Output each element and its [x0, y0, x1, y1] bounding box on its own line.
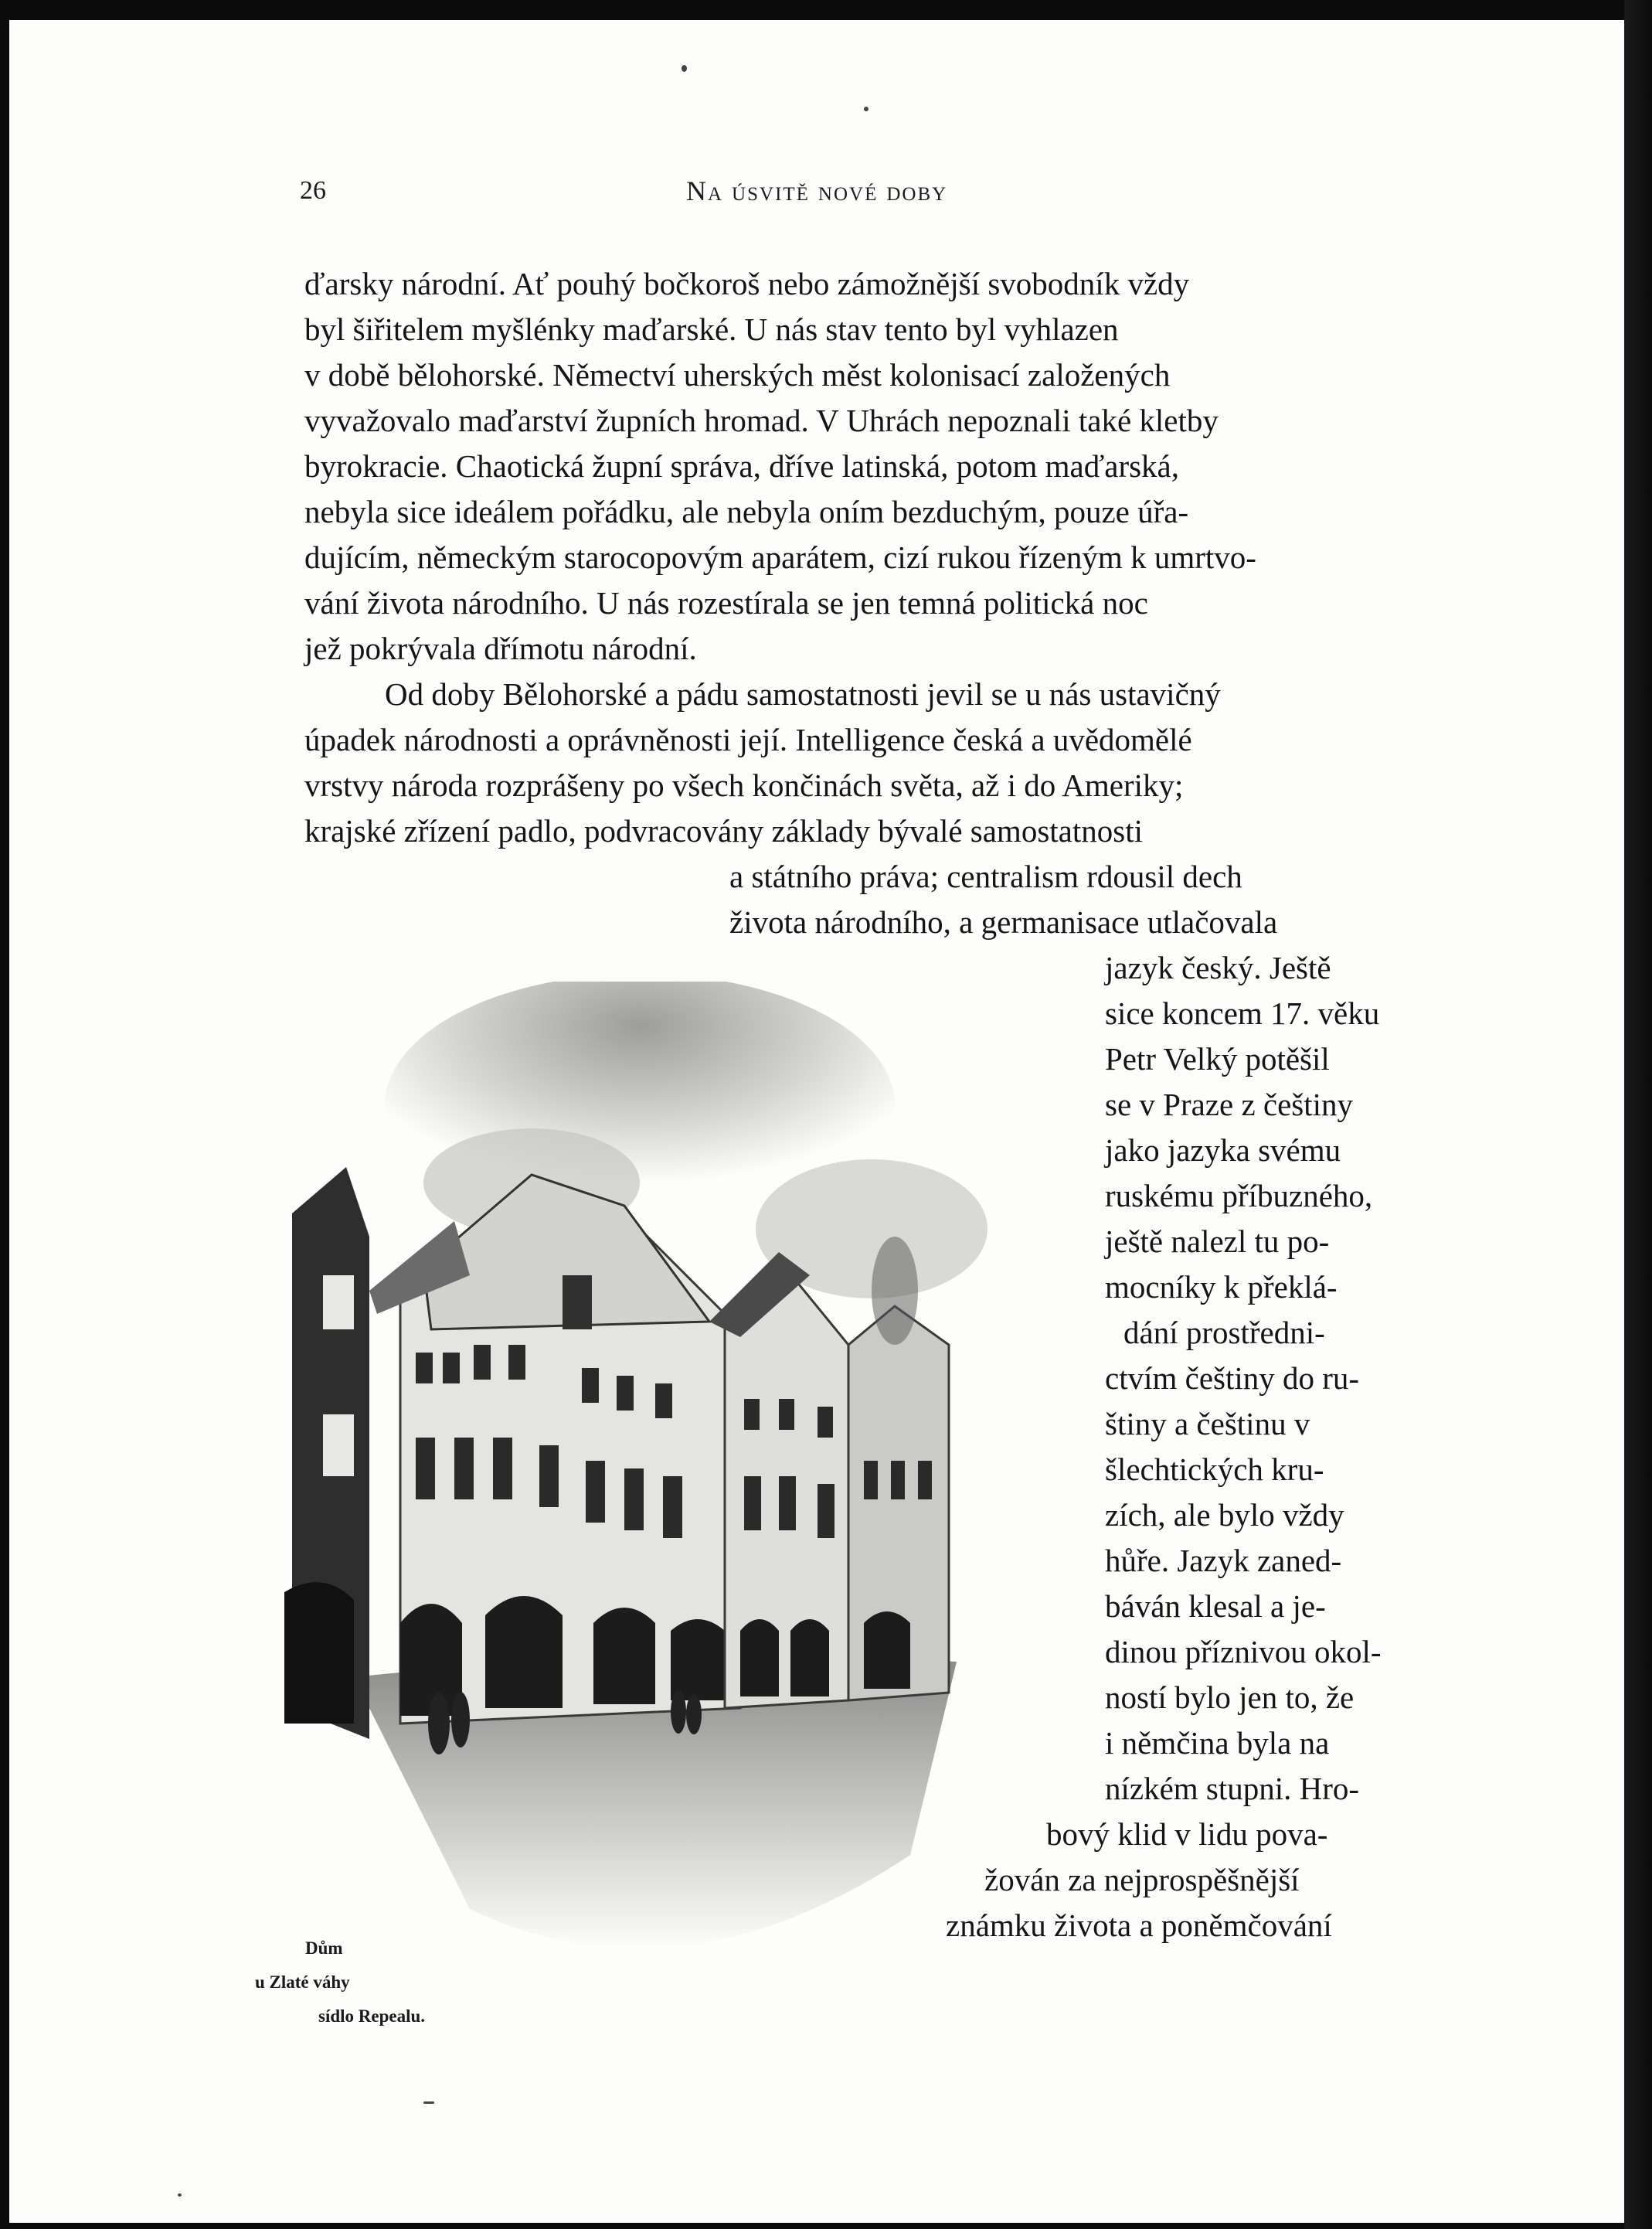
text-line: byl šiřitelem myšlénky maďarské. U nás stav tento byl vyhlazen — [304, 311, 1119, 347]
text-line: vyvažovalo maďarství župních hromad. V Uhrách nepoznali také kletby — [304, 403, 1219, 438]
text-line: dujícím, německým starocopovým aparátem, cizí rukou řízeným k umrtvo- — [304, 539, 1256, 575]
scan-border — [1624, 0, 1652, 2229]
text-line: ruskému příbuzného, — [1105, 1178, 1373, 1213]
text-line: ctvím češtiny do ru- — [1105, 1360, 1360, 1396]
text-line: i němčina byla na — [1105, 1725, 1330, 1761]
text-line: se v Praze z češtiny — [1105, 1087, 1354, 1122]
text-line: štiny a češtinu v — [1105, 1406, 1310, 1441]
text-line: v době bělohorské. Němectví uherských měst kolonisací založených — [304, 357, 1171, 393]
text-line: života národního, a germanisace utlačovala — [729, 904, 1278, 940]
text-line: ností bylo jen to, že — [1105, 1679, 1355, 1715]
left-building — [284, 1167, 369, 1739]
house-illustration — [277, 982, 1003, 2010]
text-line: žován za nejprospěšnější — [984, 1862, 1300, 1897]
text-line: jazyk český. Ještě — [1105, 950, 1331, 985]
text-line: úpadek národnosti a oprávněnosti její. Intelligence česká a uvědomělé — [304, 722, 1192, 757]
text-line: mocníky k překlá- — [1105, 1269, 1338, 1305]
text-line: dání prostředni- — [1123, 1315, 1325, 1350]
text-line: dinou příznivou okol- — [1105, 1634, 1382, 1669]
running-title: Na úsvitě nové doby — [686, 175, 948, 206]
caption-line: Dům — [305, 1938, 343, 1958]
text-line: jež pokrývala dřímotu národní. — [304, 631, 697, 666]
page-number: 26 — [300, 176, 326, 205]
text-line: sice koncem 17. věku — [1105, 995, 1380, 1031]
caption-line: sídlo Repealu. — [318, 2006, 426, 2026]
text-line: ještě nalezl tu po- — [1105, 1223, 1330, 1259]
text-line: bový klid v lidu pova- — [1046, 1816, 1328, 1852]
text-line: vrstvy národa rozprášeny po všech končinách světa, až i do Ameriky; — [304, 767, 1184, 803]
text-line: báván klesal a je- — [1105, 1588, 1326, 1624]
main-building — [369, 1175, 740, 1724]
dust-speck — [423, 2101, 434, 2104]
dust-speck — [682, 65, 687, 72]
text-line: známku života a poněmčování — [946, 1907, 1332, 1943]
text-line: nebyla sice ideálem pořádku, ale nebyla oním bezduchým, pouze úřa- — [304, 494, 1189, 529]
text-line: hůře. Jazyk zaned- — [1105, 1543, 1342, 1578]
dust-speck — [864, 107, 868, 111]
text-line: jako jazyka svému — [1105, 1132, 1341, 1168]
text-line: Petr Velký potěšil — [1105, 1041, 1330, 1077]
dust-speck — [178, 2193, 182, 2197]
text-line: Od doby Bělohorské a pádu samostatnosti jevil se u nás ustavičný — [385, 676, 1221, 712]
text-line: a státního práva; centralism rdousil dech — [729, 859, 1242, 894]
right-buildings — [709, 1237, 949, 1708]
text-line: šlechtických kru- — [1105, 1451, 1324, 1487]
chimney-smoke — [872, 1237, 918, 1345]
caption-line: u Zlaté váhy — [255, 1972, 350, 1992]
text-line: byrokracie. Chaotická župní správa, dříve latinská, potom maďarská, — [304, 448, 1180, 484]
text-line: zích, ale bylo vždy — [1105, 1497, 1344, 1533]
text-line: vání života národního. U nás rozestírala se jen temná politická noc — [304, 585, 1148, 621]
text-line: nízkém stupni. Hro- — [1105, 1771, 1360, 1806]
text-line: ďarsky národní. Ať pouhý bočkoroš nebo zámožnější svobodník vždy — [304, 266, 1190, 301]
text-line: krajské zřízení padlo, podvracovány základy bývalé samostatnosti — [304, 813, 1143, 849]
